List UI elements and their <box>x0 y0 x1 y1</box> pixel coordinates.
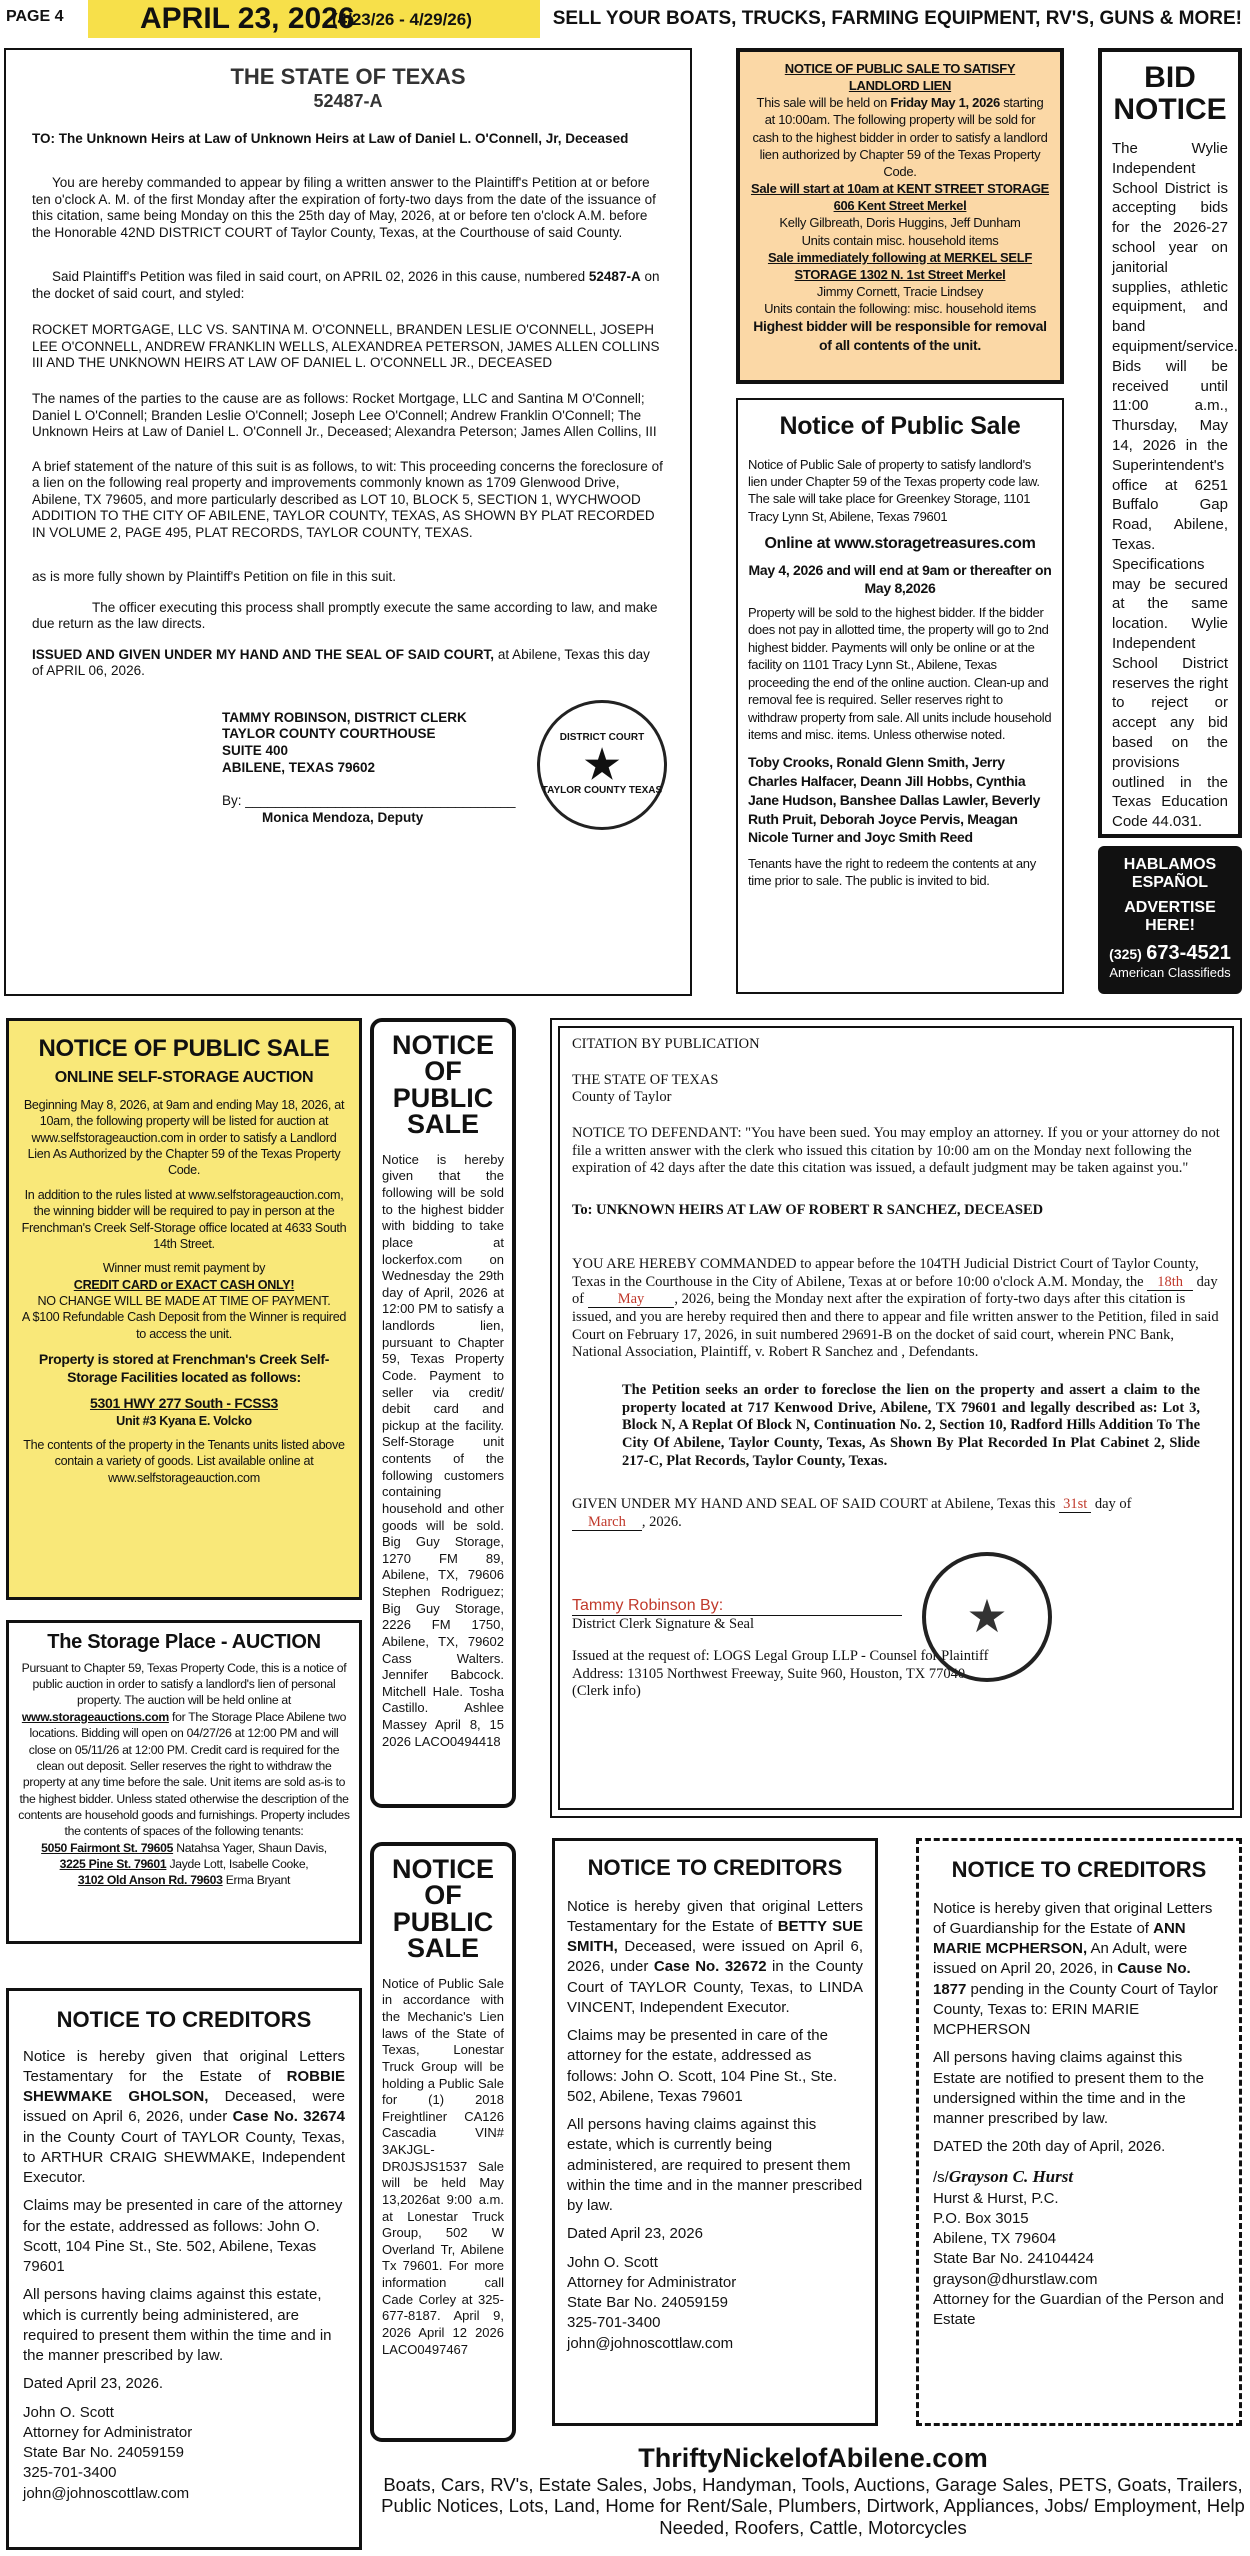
creditors-para: All persons having claims against this estate, which is currently being administered, are required to present them within the time and in the manner prescribed by law. <box>23 2286 332 2365</box>
attorney-city: Abilene, TX 79604 <box>933 2230 1057 2248</box>
citation-52487-a <box>4 48 692 996</box>
frenchman-address: 5301 HWY 277 South - FCSS3 <box>89 1395 278 1412</box>
bid-notice <box>1098 48 1242 838</box>
frenchman-title: NOTICE OF PUBLIC SALE <box>38 1035 330 1062</box>
citation-by-publication <box>550 1018 1242 1818</box>
star-icon: ★ <box>966 1590 1008 1642</box>
greenkey-sale-notice <box>736 398 1064 994</box>
citation2-sig-line: District Clerk Signature & Seal <box>572 1616 755 1633</box>
footer-site[interactable]: ThriftyNickelofAbilene.com <box>638 2443 988 2473</box>
citation-para: The names of the parties to the cause are as follows: Rocket Mortgage, LLC and Santina M O'Connell; Daniel L O'Connell; Branden Leslie O'Connell; Joseph Lee O'Connell; Andrew Franklin O'Connell; The Unknown Heirs at Law of Daniel L. O'Connell Jr., Deceased; Alexandra Peterson; James Allen Collins, III <box>32 391 657 440</box>
attorney-phone: 325-701-3400 <box>23 2464 117 2482</box>
frenchman-para: Winner must remit payment by <box>102 1261 266 1276</box>
advertise-box <box>1098 846 1242 994</box>
ad-spanish: HABLAMOS ESPAÑOL <box>1123 856 1217 891</box>
truck-body: Notice of Public Sale in accordance with the Mechanic's Lien laws of the State of Texas, Lonestar Truck Group will be holding a Public Sale for (1) 2018 Freightliner CA126 Cascadia VIN# 3AKJGL-DR0JSJS1537 Sale will be held May 13,2026at 9:00 a.m. at Lonestar Truck Group, 502 W Overland Tr, Abilene Tx 79601. For more information call Cade Corley at 325-677-8187. April 9, 2026 April 12 2026 LACO0497467 <box>382 1975 504 2357</box>
frenchman-para: The contents of the property in the Tenants units listed above contain a variety of goods. List available online at www.selfstorageauction.com <box>23 1437 345 1485</box>
clerk-court: TAYLOR COUNTY COURTHOUSE <box>222 726 436 742</box>
storageplace-body: Pursuant to Chapter 59, Texas Property Code, this is a notice of public auction in order to satisfy a landlord's lien of personal property. The auction will be held online at www.storageauctions.com for The Storage Place Abilene two locations. Bidding will open on 04/27/26 at 12:00 PM and will close on 05/11/26 at 12:00 PM. Credit card is required for the clean out deposit. Seller reserves the right to withdraw the property at any time before the sale. Unit items are sold as-is to the highest bidder. Unless stated otherwise the description of the contents are household goods and furnishings. Property includes the contents of spaces of the following tenants: <box>18 1660 350 1839</box>
storageplace-location: 5050 Fairmont St. 79605 Natahsa Yager, Shaun Davis, <box>41 1840 327 1855</box>
citation-title: THE STATE OF TEXAS <box>230 64 466 89</box>
creditors-para: Notice is hereby given that original Letters of Guardianship for the Estate of ANN MARIE MCPHERSON, An Adult, were issued on April 20, 2026, in Cause No. 1877 pending in the County Court of Taylor County, Texas to: ERIN MARIE MCPHERSON <box>933 1899 1218 2039</box>
citation-para: You are hereby commanded to appear by filing a written answer to the Plaintiff's Petition at or before ten o'clock A. M. of the first Monday after the expiration of forty-two days from the date of the issuance of this citation, same being Monday on this the 25th day of May, 2026, at or before ten o'clock A.M. before the Honorable 42ND DISTRICT COURT of Taylor County, Texas, at the Courthouse of said County. <box>32 175 656 240</box>
lockerfox-title: NOTICE OF PUBLIC SALE <box>391 1030 494 1140</box>
signature-line: By: ____________________________________ <box>222 793 516 809</box>
citation-para: ROCKET MORTGAGE, LLC VS. SANTINA M. O'CONNELL, BRANDEN LESLIE O'CONNELL, JOSEPH LEE O'CONNELL, ANDREW FRANKLIN WELLS, ALEXANDREA PETERSON, JAMES ALLEN COLLINS III AND THE UNKNOWN HEIRS AT LAW OF DANIEL L. O'CONNELL JR., DECEASED <box>32 322 660 370</box>
citation-to: TO: The Unknown Heirs at Law of Unknown Heirs at Law of Daniel L. O'Connell, Jr, Deceased <box>32 130 629 146</box>
frenchman-para: In addition to the rules listed at www.selfstorageauction.com, the winning bidder will be required to pay in person at the Frenchman's Creek Self-Storage office located at 4633 South 14th Street. <box>21 1187 347 1251</box>
greenkey-names: Toby Crooks, Ronald Glenn Smith, Jerry Charles Halfacer, Deann Jill Hobbs, Cynthia Jane Hudson, Banshee Dallas Lawler, Beverly Ruth Pruit, Deborah Joyce Pervis, Meagan Nicole Turner and Joyc Smith Reed <box>748 754 1041 846</box>
citation2-county: County of Taylor <box>572 1089 672 1106</box>
greenkey-para: Notice of Public Sale of property to satisfy landlord's lien under Chapter 59 of the Texas property code law. The sale will take place for Greenkey Storage, 1101 Tracy Lynn St, Abilene, Texas 79601 <box>748 456 1040 524</box>
citation2-heading: CITATION BY PUBLICATION <box>572 1036 760 1052</box>
attorney-name: John O. Scott <box>567 2253 658 2271</box>
frenchman-payment: CREDIT CARD or EXACT CASH ONLY! <box>73 1277 295 1292</box>
attorney-role: Attorney for Administrator <box>567 2273 737 2291</box>
citation2-signature: Tammy Robinson By: <box>572 1596 902 1617</box>
citation-para: Said Plaintiff's Petition was filed in said court, on APRIL 02, 2026 in this cause, numbered 52487-A on the docket of said court, and styled: <box>32 269 660 301</box>
attorney-email: john@johnoscottlaw.com <box>567 2334 734 2352</box>
deputy-name: Monica Mendoza, Deputy <box>262 809 424 825</box>
footer-categories: Boats, Cars, RV's, Estate Sales, Jobs, Handyman, Tools, Auctions, Garage Sales, PETS, Goats, Trailers, Public Notices, Lots, Land, Home for Rent/Sale, Plumbers, Dirtwork, Appliances, Jobs/ Employment, Help Needed, Roofers, Cattle, Motorcycles <box>381 2473 1245 2538</box>
lien-location: Sale immediately following at MERKEL SELF STORAGE 1302 N. 1st Street Merkel <box>767 249 1033 282</box>
footer <box>380 2444 1246 2538</box>
storage-place-auction <box>6 1620 362 1944</box>
creditors-para: Claims may be presented in care of the attorney for the estate, addressed as follows: John O. Scott, 104 Pine St., Ste. 502, Abilene, Texas 79601 <box>567 2027 838 2105</box>
citation-number: 52487-A <box>313 90 383 111</box>
attorney-box: P.O. Box 3015 <box>933 2209 1029 2227</box>
storageplace-title: The Storage Place - AUCTION <box>47 1631 321 1653</box>
citation2-address: Address: 13105 Northwest Freeway, Suite 960, Houston, TX 77040 <box>572 1665 966 1682</box>
attorney-email: grayson@dhurstlaw.com <box>933 2270 1098 2288</box>
greenkey-dates: May 4, 2026 and will end at 9am or thereafter on May 8,2026 <box>748 561 1052 597</box>
storageplace-location: 3225 Pine St. 79601 Jayde Lott, Isabelle Cooke, <box>59 1856 309 1871</box>
citation2-clerk-info: (Clerk info) <box>572 1683 641 1700</box>
creditors-dated: DATED the 20th day of April, 2026. <box>933 2138 1166 2156</box>
attorney-name: John O. Scott <box>23 2403 114 2421</box>
citation2-notice: NOTICE TO DEFENDANT: "You have been sued. You may employ an attorney. If you or your attorney do not file a written answer with the clerk who issued this citation by 10:00 am on the Monday next following the expiration of 42 days after the date this citation was issued, a default judgment may be taken against you." <box>572 1125 1220 1177</box>
greenkey-para: Tenants have the right to redeem the contents at any time prior to sale. The public is invited to bid. <box>748 856 1036 889</box>
greenkey-para: Property will be sold to the highest bidder. If the bidder does not pay in allotted time, the property will go to 2nd highest bidder. Payments will only be online or at the facility on 1101 Tracy Lynn St., Abilene, Texas proceeding the end of the online auction. Clean-up and removal fee is required. Seller reserves right to withdraw property from sale. All units include household items and misc. items. Unless otherwise noted. <box>748 605 1052 742</box>
bid-title: BID NOTICE <box>1113 61 1227 126</box>
creditors-robbie-notice <box>6 1988 362 2550</box>
frenchman-location-intro: Property is stored at Frenchman's Creek Self-Storage Facilities located as follows: <box>38 1351 330 1386</box>
clerk-city: ABILENE, TEXAS 79602 <box>222 760 376 776</box>
attorney-bar: State Bar No. 24059159 <box>567 2294 728 2312</box>
citation2-given: GIVEN UNDER MY HAND AND SEAL OF SAID COURT at Abilene, Texas this 31st day of March , 2026. <box>572 1496 1132 1531</box>
lockerfox-body: Notice is hereby given that the following will be sold to the highest bidder with bidding to take place at lockerfox.com on Wednesday the 29th day of April, 2026 at 12:00 PM to satisfy a landlords lien, pursuant to Chapter 59, Texas Property Code. Payment to seller via credit/ debit card and pickup at the facility. Self-Storage unit contents of the following customers containing household and other goods will be sold. Big Guy Storage, 1270 FM 89, Abilene, TX, 79606 Stephen Rodriguez; Big Guy Storage, 2226 FM 1750, Abilene, TX, 79602 Cass Walters. Jennifer Babcock. Mitchell Hale. Tosha Castillo. Ashlee Massey April 8, 15 2026 LACO0494418 <box>382 1151 504 1749</box>
issue-range: (4/23/26 - 4/29/26) <box>332 10 472 29</box>
citation-para: ISSUED AND GIVEN UNDER MY HAND AND THE SEAL OF SAID COURT, at Abilene, Texas this day of APRIL 06, 2026. <box>32 646 650 679</box>
creditors-title: NOTICE TO CREDITORS <box>587 1855 843 1880</box>
frenchman-para: NO CHANGE WILL BE MADE AT TIME OF PAYMENT. <box>37 1293 331 1308</box>
creditors-ann-notice <box>916 1838 1242 2426</box>
creditors-para: Notice is hereby given that original Letters Testamentary for the Estate of ROBBIE SHEWMAKE GHOLSON, Deceased, were issued on April 6, 2026, under Case No. 32674 in the County Court of TAYLOR County, Texas, to ARTHUR CRAIG SHEWMAKE, Independent Executor. <box>23 2047 345 2187</box>
creditors-title: NOTICE TO CREDITORS <box>56 2007 312 2032</box>
attorney-phone: 325-701-3400 <box>567 2314 661 2332</box>
frenchman-subtitle: ONLINE SELF-STORAGE AUCTION <box>54 1069 314 1087</box>
star-icon: ★ <box>584 742 620 787</box>
ad-phone: (325) 673-4521 <box>1109 942 1231 965</box>
lockerfox-sale-notice <box>370 1018 516 1808</box>
creditors-para: Notice is hereby given that original Letters Testamentary for the Estate of BETTY SUE SMITH, Deceased, were issued on April 6, 2026, under Case No. 32672 in the County Court of TAYLOR County, Texas, to LINDA VINCENT, Independent Executor. <box>567 1897 864 2016</box>
citation2-petition: The Petition seeks an order to foreclose the lien on the property and assert a claim to the property located at 717 Kenwood Drive, Abilene, TX 79601 and legally described as: Lot 3, Block N, A Replat Of Block N, Continuation No. 2, Section 10, Radford Hills Addition To The City Of Abilene, Taylor County, Texas, As Shown By Plat Recorded In Plat Cabinet 2, Slide 217-C, Plat Records, Taylor County, Texas. <box>622 1381 1200 1469</box>
frenchman-para: A $100 Refundable Cash Deposit from the Winner is required to access the unit. <box>21 1310 347 1341</box>
bid-body: The Wylie Independent School District is accepting bids for the 2026-27 school year on janitorial supplies, athletic equipment, and band equipment/service. Bids will be received until 11:00 a.m., Thursday, May 14, 2026 in the Superintendent's office at 6251 Buffalo Gap Road, Abilene, Texas. Specifications may be secured at the same location. Wylie Independent School District reserves the right to reject or accept any bid based on the provisions outlined in the Texas Education Code 44.031. <box>1112 140 1238 831</box>
frenchman-para: Beginning May 8, 2026, at 9am and ending May 18, 2026, at 10am, the following property will be listed for auction at www.selfstorageauction.com in order to satisfy a Landlord Lien As Authorized by the Chapter 59 of the Texas Property Code. <box>23 1097 345 1178</box>
storageplace-location: 3102 Old Anson Rd. 79603 Erma Bryant <box>77 1873 291 1888</box>
lien-location: Sale will start at 10am at KENT STREET STORAGE 606 Kent Street Merkel <box>750 181 1050 214</box>
issue-date: APRIL 23, 2026 <box>140 2 355 35</box>
citation-para: A brief statement of the nature of this suit is as follows, to wit: This proceeding concerns the foreclosure of a lien on the following real property and improvements commonly known as 1709 Glenwood Drive, Abilene, TX 79605, and more particularly described as LOT 10, BLOCK 5, SECTION 1, WYCHWOOD ADDITION TO THE CITY OF ABILENE, TAYLOR COUNTY, TEXAS, AS SHOWN BY PLAT RECORDED IN VOLUME 2, PAGE 495, PLAT RECORDS, TAYLOR COUNTY, TEXAS. <box>32 458 663 540</box>
citation2-state: THE STATE OF TEXAS <box>572 1071 719 1088</box>
attorney-firm: Hurst & Hurst, P.C. <box>933 2189 1059 2207</box>
citation2-command: YOU ARE HEREBY COMMANDED to appear before the 104TH Judicial District Court of Taylor County, Texas in the Courthouse in the City of Abilene, Texas at or before 10:00 o'clock A.M. Monday, the 18th day of May , 2026, being the Monday next after the expiration of forty-two days after this citation is issued, and you are hereby required then and there to appear and file written answer to the Petition, filed in said Court on February 17, 2026, in suit numbered 29691-B on the docket of said court, wherein PNC Bank, National Association, Plaintiff, v. Robert R Sanchez and , Defendants. <box>572 1255 1219 1361</box>
truck-sale-notice <box>370 1842 516 2442</box>
greenkey-online: Online at www.storagetreasures.com <box>764 535 1036 553</box>
header-slogan: SELL YOUR BOATS, TRUCKS, FARMING EQUIPMENT, RV'S, GUNS & MORE! <box>552 8 1242 29</box>
lien-sale-notice <box>736 48 1064 384</box>
page-number: PAGE 4 <box>6 8 64 25</box>
citation2-issued: Issued at the request of: LOGS Legal Group LLP - Counsel for Plaintiff <box>572 1647 989 1664</box>
creditors-para: Claims may be presented in care of the attorney for the estate, addressed as follows: John O. Scott, 104 Pine St., Ste. 502, Abilene, Texas 79601 <box>23 2197 343 2276</box>
creditors-dated: Dated April 23, 2026 <box>567 2225 703 2243</box>
court-seal <box>922 1552 1052 1682</box>
citation2-to: To: UNKNOWN HEIRS AT LAW OF ROBERT R SANCHEZ, DECEASED <box>572 1202 1044 1219</box>
lien-warning: Highest bidder will be responsible for removal of all contents of the unit. <box>753 318 1047 353</box>
ad-brand: American Classifieds <box>1109 965 1231 981</box>
court-seal: DISTRICT COURT ★ TAYLOR COUNTY TEXAS <box>537 700 667 830</box>
attorney-role: Attorney for the Guardian of the Person and Estate <box>933 2290 1225 2329</box>
clerk-name: TAMMY ROBINSON, DISTRICT CLERK <box>222 709 467 725</box>
frenchman-auction-notice <box>6 1018 362 1600</box>
creditors-dated: Dated April 23, 2026. <box>23 2375 164 2393</box>
lien-units: Units contain misc. household items <box>801 232 999 248</box>
lien-para: This sale will be held on Friday May 1, 2026 starting at 10:00am. The following property will be sold for cash to the highest bidder in order to satisfy a landlord lien authorized by Chapter 59 of the Texas Property Code. <box>752 95 1048 179</box>
attorney-email: john@johnoscottlaw.com <box>23 2484 190 2502</box>
truck-title: NOTICE OF PUBLIC SALE <box>391 1854 494 1964</box>
citation-para: The officer executing this process shall promptly execute the same according to law, and make due return as the law directs. <box>32 599 658 632</box>
clerk-suite: SUITE 400 <box>222 743 289 759</box>
lien-names: Jimmy Cornett, Tracie Lindsey <box>816 284 984 300</box>
frenchman-unit: Unit #3 Kyana E. Volcko <box>116 1413 252 1428</box>
creditors-betty-notice <box>552 1838 878 2426</box>
greenkey-title: Notice of Public Sale <box>779 412 1021 440</box>
lien-units: Units contain the following: misc. household items <box>764 301 1036 317</box>
creditors-para: All persons having claims against this Estate are notified to present them to the undersigned within the time and in the manner prescribed by law. <box>933 2049 1204 2128</box>
attorney-bar: State Bar No. 24059159 <box>23 2444 184 2462</box>
ad-advertise: ADVERTISE HERE! <box>1124 899 1216 934</box>
attorney-signature: /s/Grayson C. Hurst <box>933 2166 1074 2186</box>
creditors-title: NOTICE TO CREDITORS <box>951 1857 1207 1882</box>
citation-para: as is more fully shown by Plaintiff's Petition on file in this suit. <box>32 569 396 585</box>
lien-names: Kelly Gilbreath, Doris Huggins, Jeff Dunham <box>779 215 1021 231</box>
attorney-role: Attorney for Administrator <box>23 2423 193 2441</box>
lien-title: NOTICE OF PUBLIC SALE TO SATISFY LANDLORD LIEN <box>784 61 1016 94</box>
attorney-bar: State Bar No. 24104424 <box>933 2250 1094 2268</box>
creditors-para: All persons having claims against this estate, which is currently being administered, are required to present them within the time and in the manner prescribed by law. <box>567 2116 863 2215</box>
